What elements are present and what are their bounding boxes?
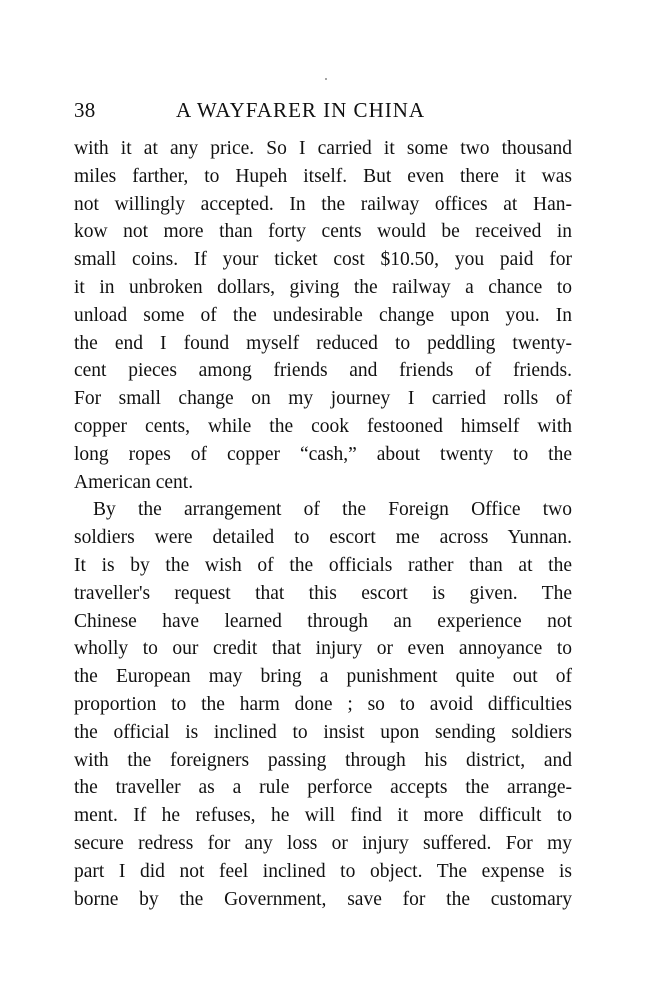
text-line: proportion to the harm done ; so to avoid difficulties — [74, 693, 572, 715]
text-line: with it at any price. So I carried it some two thousand — [74, 138, 572, 159]
print-speck — [325, 78, 327, 80]
text-line: not willingly accepted. In the railway offices at Han- — [74, 193, 572, 215]
text-line: Chinese have learned through an experience not — [74, 610, 572, 632]
text-line: unload some of the undesirable change upon you. In — [74, 304, 572, 326]
text-line: it in unbroken dollars, giving the railway a chance to — [74, 276, 572, 298]
text-line: secure redress for any loss or injury suffered. For my — [74, 832, 572, 854]
text-line: the traveller as a rule perforce accepts the arrange- — [74, 777, 572, 799]
text-line: miles farther, to Hupeh itself. But even there it was — [74, 165, 572, 187]
text-line: ment. If he refuses, he will find it more difficult to — [74, 805, 572, 827]
text-line: traveller's request that this escort is given. The — [74, 582, 572, 604]
text-line: long ropes of copper “cash,” about twenty to the — [74, 443, 572, 465]
text-line: the European may bring a punishment quite out of — [74, 666, 572, 688]
text-line: kow not more than forty cents would be received in — [74, 221, 572, 243]
paragraph-end-line: American cent. — [74, 471, 194, 493]
text-line: with the foreigners passing through his district, and — [74, 749, 572, 771]
text-line: soldiers were detailed to escort me across Yunnan. — [74, 527, 572, 549]
body-text — [74, 135, 572, 913]
text-line: For small change on my journey I carried rolls of — [74, 388, 572, 410]
text-line: cent pieces among friends and friends of friends. — [74, 360, 572, 382]
text-line: copper cents, while the cook festooned himself with — [74, 415, 572, 437]
text-line: wholly to our credit that injury or even annoyance to — [74, 638, 572, 660]
text-line: part I did not feel inclined to object. The expense is — [74, 860, 572, 882]
text-line: It is by the wish of the officials rather than at the — [74, 554, 572, 576]
running-title: A WAYFARER IN CHINA — [176, 98, 426, 122]
page-header — [74, 98, 574, 128]
paragraph-start-line: By the arrangement of the Foreign Office two — [93, 499, 572, 521]
text-line: borne by the Government, save for the customary — [74, 888, 572, 910]
page-number: 38 — [74, 98, 96, 122]
text-line: small coins. If your ticket cost $10.50, you paid for — [74, 249, 572, 271]
text-line: the official is inclined to insist upon sending soldiers — [74, 721, 572, 743]
text-line: the end I found myself reduced to peddling twenty- — [74, 332, 572, 354]
